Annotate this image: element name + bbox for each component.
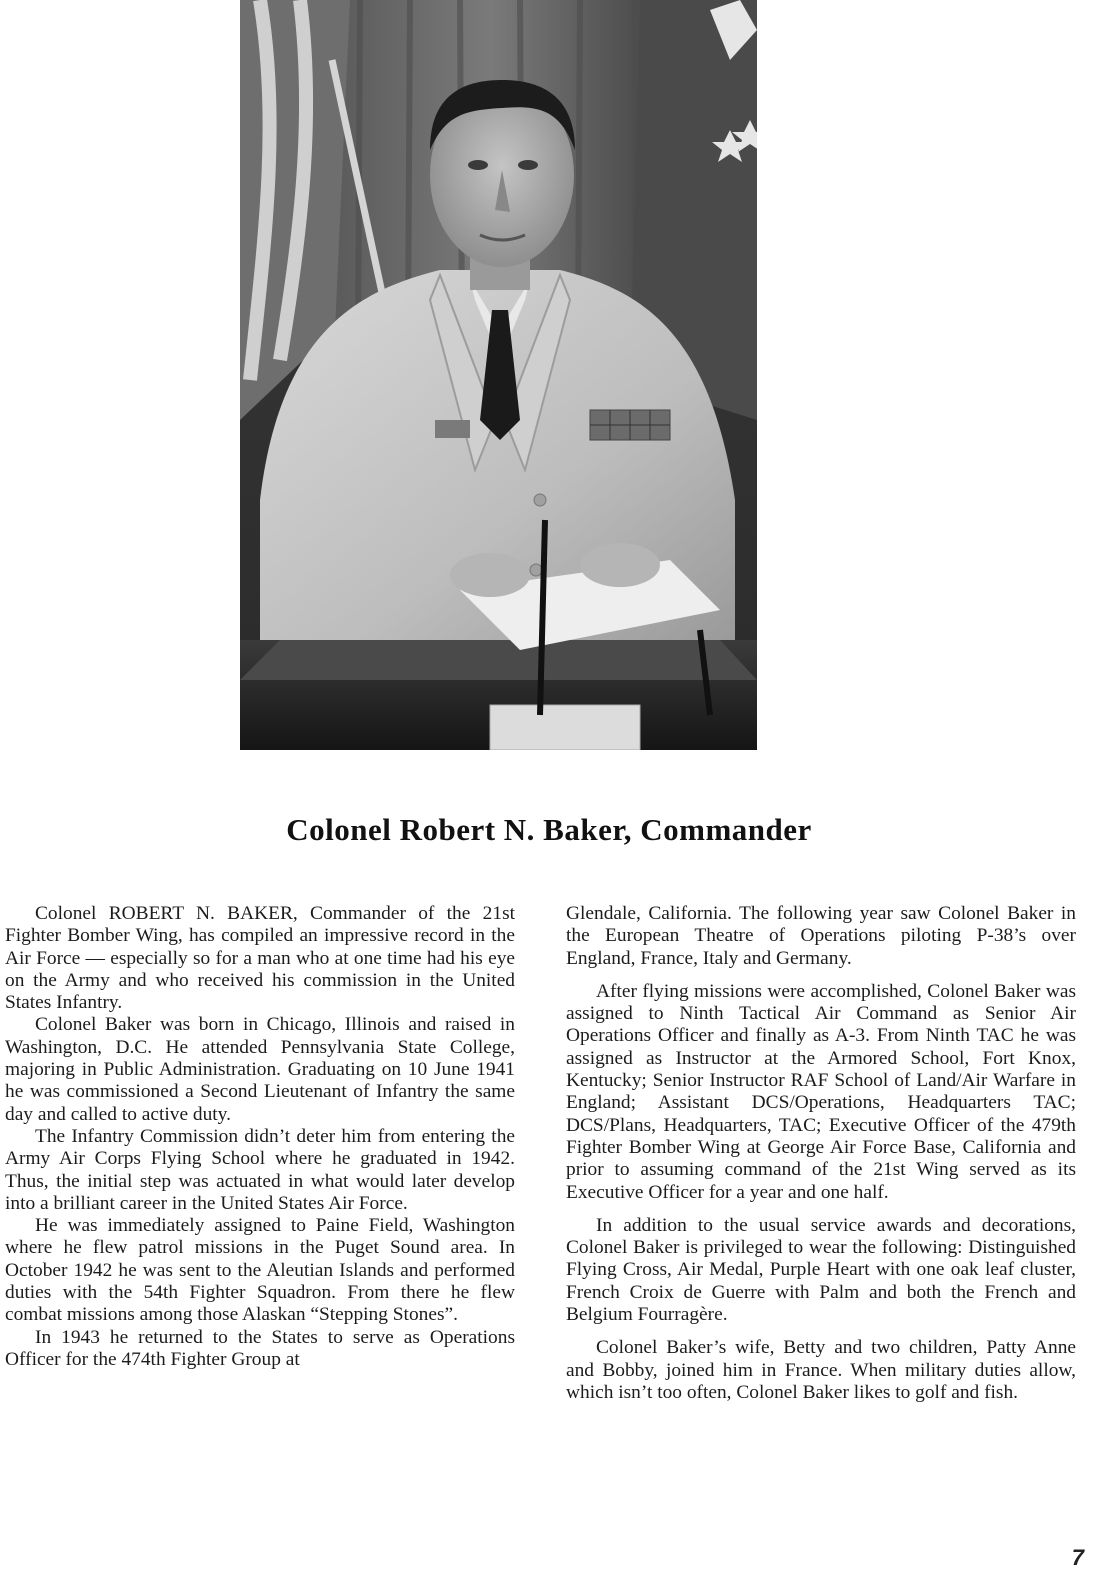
page-number: 7 bbox=[1071, 1545, 1084, 1570]
paragraph-continuation: Glendale, California. The following year saw Colonel Baker in the European Theatre of Operations piloting P-38’s over England, France, Italy and Germany. bbox=[566, 903, 1076, 969]
paragraph: Colonel Baker’s wife, Betty and two children, Patty Anne and Bobby, joined him in France. When military duties allow, which isn’t too often, Colonel Baker likes to golf and fish. bbox=[566, 1337, 1076, 1403]
portrait-photo-illustration bbox=[240, 0, 757, 750]
article-headline: Colonel Robert N. Baker, Commander bbox=[286, 812, 812, 847]
article-left-column bbox=[5, 903, 515, 1371]
paragraph: Colonel Baker was born in Chicago, Illinois and raised in Washington, D.C. He attended Pennsylvania State College, majoring in Public Administration. Graduating on 10 June 1941 he was commissioned a Second Lieutenant of Infantry the same day and called to active duty. bbox=[5, 1014, 515, 1125]
paragraph: Colonel ROBERT N. BAKER, Commander of the 21st Fighter Bomber Wing, has compiled an impressive record in the Air Force — especially so for a man who at one time had his eye on the Army and who received his commission in the United States Infantry. bbox=[5, 903, 515, 1014]
paragraph: He was immediately assigned to Paine Field, Washington where he flew patrol missions in the Puget Sound area. In October 1942 he was sent to the Aleutian Islands and performed duties with the 54th Fighter Squadron. From there he flew combat missions among those Alaskan “Stepping Stones”. bbox=[5, 1215, 515, 1326]
article-right-column bbox=[566, 903, 1076, 1415]
paragraph: In 1943 he returned to the States to serve as Operations Officer for the 474th Fighter Group at bbox=[5, 1326, 515, 1370]
paragraph: After flying missions were accomplished, Colonel Baker was assigned to Ninth Tactical Air Command as Senior Air Operations Officer and finally as A-3. From Ninth TAC he was assigned as Instructor at the Armored School, Fort Knox, Kentucky; Senior Instructor RAF School of Land/Air Warfare in England; Assistant DCS/Operations, Headquarters TAC; DCS/Plans, Headquarters, TAC; Executive Officer of the 479th Fighter Bomber Wing at George Air Force Base, California and prior to assuming command of the 21st Wing served as its Executive Officer for a year and one half. bbox=[566, 980, 1076, 1203]
pen-stand bbox=[490, 705, 640, 750]
paragraph: The Infantry Commission didn’t deter him from entering the Army Air Corps Flying School where he graduated in 1942. Thus, the initial step was actuated in what would later develop into a brilliant career in the United States Air Force. bbox=[5, 1125, 515, 1214]
paragraph: In addition to the usual service awards and decorations, Colonel Baker is privileged to wear the following: Distinguished Flying Cross, Air Medal, Purple Heart with one oak leaf cluster, French Croix de Guerre with Palm and both the French and Belgium Fourragère. bbox=[566, 1214, 1076, 1326]
portrait-photo bbox=[240, 0, 757, 750]
